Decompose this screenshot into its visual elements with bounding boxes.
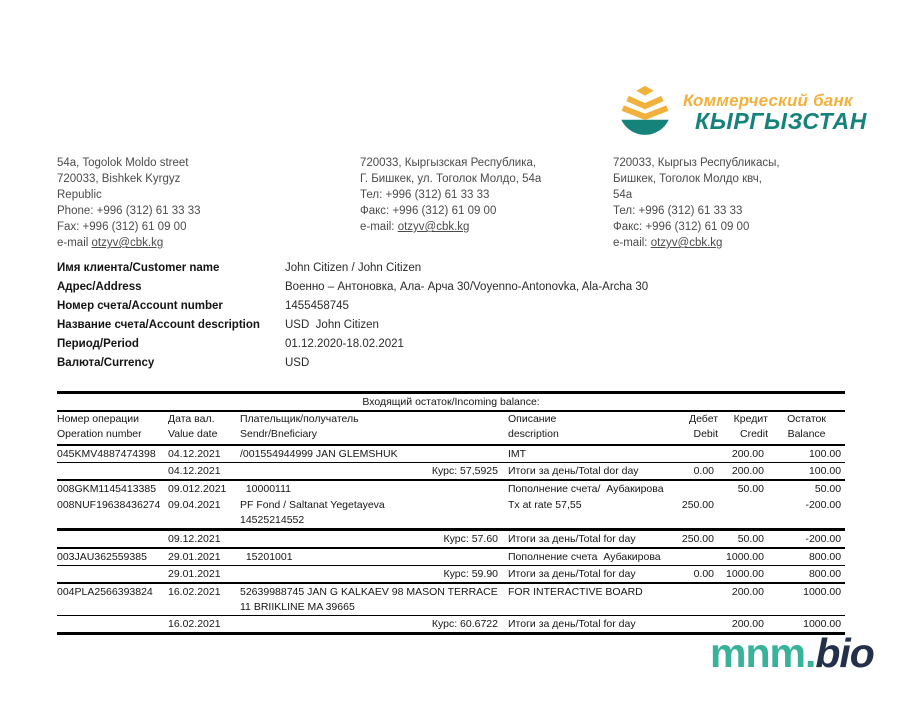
statement-table-body [57,445,845,634]
address-column-english [57,155,337,251]
address-line: Г. Бишкек, ул. Тоголок Молдо, 54а [360,173,542,185]
address-line: 720033, Кыргыз Республикасы, [613,157,780,169]
exchange-rate: Курс: 57,5925 [431,465,498,477]
transaction-row [57,480,845,497]
payer-cell: 10000111 [240,483,292,495]
transaction-row [57,548,845,566]
debit-cell [675,445,718,463]
daily-total-row [57,530,845,549]
statement-table [57,391,845,635]
value-date-cell: 16.02.2021 [168,616,240,634]
transaction-row [57,583,845,616]
address-line: 720033, Кыргызская Республика, [360,157,537,169]
exchange-rate: Курс: 60.6722 [431,618,498,630]
email-prefix: e-mail: [360,221,398,233]
col-header-balance: Остаток Balance [768,411,845,445]
address-column-russian [360,155,610,235]
info-value: 01.12.2020-18.02.2021 [285,338,404,350]
value-date-cell: 04.12.2021 [168,463,240,481]
email-link[interactable]: otzyv@cbk.kg [91,237,164,249]
operation-number-cell [57,463,168,481]
incoming-balance-row [57,393,845,412]
info-row-currency [57,357,648,376]
bio-logo-text: bio [815,630,874,676]
col-header-description: Описание description [508,411,675,445]
payer-cell: 52639988745 JAN G KALKAEV 98 MASON TERRACE 11 BRIIKLINE MA 39665 [240,583,508,616]
description-cell: Итоги за день/Total for day [508,616,675,634]
balance-cell: -200.00 [768,530,845,549]
balance-cell: 800.00 [768,548,845,566]
col-header-debit: Дебет Debit [675,411,718,445]
value-date-cell: 29.01.2021 [168,548,240,566]
address-column-kyrgyz [613,155,863,251]
description-cell: Итоги за день/Total for day [508,566,675,584]
info-value: 1455458745 [285,300,349,312]
info-label: Название счета/Account description [57,319,260,331]
table-header-row [57,411,845,445]
operation-number-cell: 003JAU362559385 [57,548,168,566]
address-line: Факс: +996 (312) 61 09 00 [360,205,497,217]
info-label: Валюта/Currency [57,357,155,369]
mnm-logo-text: mnm. [710,630,816,676]
transaction-row [57,497,845,530]
info-row-customer-name [57,262,648,281]
address-line: 54а [613,189,633,201]
exchange-rate: Курс: 57.60 [443,533,498,545]
bank-logo-text [683,83,867,133]
bank-logo [616,83,867,141]
value-date-cell: 09.04.2021 [168,497,240,530]
email-prefix: e-mail: [613,237,651,249]
description-cell: IMT [508,445,675,463]
logo-bowl-shape [621,120,668,135]
operation-number-cell: 008NUF19638436274 [57,497,168,530]
debit-cell: 0.00 [675,463,718,481]
col-header-payer: Плательщик/получатель Sendr/Bneficiary [240,411,508,445]
address-line: Phone: +996 (312) 61 33 33 [57,205,201,217]
col-header-operation-number: Номер операции Operation number [57,411,168,445]
value-date-cell: 09.012.2021 [168,483,227,495]
col-header-credit: Кредит Credit [718,411,768,445]
balance-cell: 800.00 [768,566,845,584]
credit-cell: 50.00 [737,483,764,495]
debit-cell [675,583,718,616]
exchange-rate: Курс: 59.90 [443,568,498,580]
balance-cell: 100.00 [768,463,845,481]
address-line: 54a, Togolok Moldo street [57,157,189,169]
email-prefix: e-mail [57,237,92,249]
balance-cell: 1000.00 [768,616,845,634]
payer-cell [240,566,508,584]
operation-number-cell: 004PLA2566393824 [57,583,168,616]
value-date-cell: 16.02.2021 [168,583,240,616]
description-cell: Итоги за день/Total for day [508,530,675,549]
description-cell: Пополнение счета Аубакирова [508,548,675,566]
credit-cell: 50.00 [718,530,768,549]
balance-cell: 100.00 [768,445,845,463]
balance-cell: 50.00 [814,483,842,495]
daily-total-row [57,566,845,584]
operation-number-cell: 008GKM1145413385 [57,483,157,495]
credit-cell: 1000.00 [718,548,768,566]
bank-name-line2: КЫРГЫЗСТАН [695,108,867,134]
incoming-balance-label: Входящий остаток/Incoming balance: [57,393,845,412]
info-value: Военно – Антоновка, Ала- Арча 30/Voyenno-Antonovka, Ala-Archa 30 [285,281,649,293]
address-line: Тел: +996 (312) 61 33 33 [613,205,743,217]
mnm-bio-logo [710,630,874,676]
value-date-cell: 04.12.2021 [168,445,240,463]
operation-number-cell [57,616,168,634]
description-cell: Tx at rate 57,55 [508,497,675,530]
account-info-section [57,262,648,376]
description-cell: Пополнение счета/ Аубакирова [508,483,664,495]
address-line: Бишкек, Тоголок Молдо квч, [613,173,762,185]
credit-cell: 200.00 [718,445,768,463]
debit-cell [675,480,718,497]
info-label: Период/Period [57,338,139,350]
debit-cell: 250.00 [675,530,718,549]
payer-cell [240,463,508,481]
payer-cell [240,530,508,549]
credit-cell: 200.00 [718,616,768,634]
balance-cell: -200.00 [768,497,845,530]
info-label: Имя клиента/Customer name [57,262,220,274]
debit-cell: 0.00 [675,566,718,584]
payer-cell [240,616,508,634]
description-cell: Итоги за день/Total dor day [508,463,675,481]
address-line: Факс: +996 (312) 61 09 00 [613,221,750,233]
info-row-account-description [57,319,648,338]
credit-cell: 1000.00 [718,566,768,584]
info-row-account-number [57,300,648,319]
balance-cell: 1000.00 [768,583,845,616]
address-line: Republic [57,189,102,201]
info-row-address [57,281,648,300]
address-line: Fax: +996 (312) 61 09 00 [57,221,187,233]
daily-total-row [57,463,845,481]
description-cell: FOR INTERACTIVE BOARD [508,583,675,616]
info-label: Номер счета/Account number [57,300,223,312]
operation-number-cell: 045KMV4887474398 [57,445,168,463]
value-date-cell: 09.12.2021 [168,530,240,549]
info-row-period [57,338,648,357]
operation-number-cell [57,530,168,549]
col-header-value-date: Дата вал. Value date [168,411,240,445]
payer-cell: PF Fond / Saltanat Yegetayeva 14525214552 [240,497,508,530]
email-line [57,235,337,251]
bank-name-line1: Коммерческий банк [683,91,853,110]
operation-number-cell [57,566,168,584]
bank-logo-icon [616,83,674,141]
email-link[interactable]: otzyv@cbk.kg [397,221,470,233]
email-line [360,219,610,235]
info-value: USD John Citizen [285,319,379,331]
value-date-cell: 29.01.2021 [168,566,240,584]
debit-cell: 250.00 [675,497,718,530]
email-link[interactable]: otzyv@cbk.kg [650,237,723,249]
email-line [613,235,863,251]
info-value: USD [285,357,310,369]
credit-cell [718,497,768,530]
credit-cell: 200.00 [718,463,768,481]
address-line: Тел: +996 (312) 61 33 33 [360,189,490,201]
credit-cell: 200.00 [718,583,768,616]
payer-cell: 15201001 [240,548,508,566]
payer-cell: /001554944999 JAN GLEMSHUK [240,445,508,463]
transaction-row [57,445,845,463]
info-label: Адрес/Address [57,281,142,293]
address-line: 720033, Bishkek Kyrgyz [57,173,181,185]
debit-cell [675,548,718,566]
info-value: John Citizen / John Citizen [285,262,422,274]
